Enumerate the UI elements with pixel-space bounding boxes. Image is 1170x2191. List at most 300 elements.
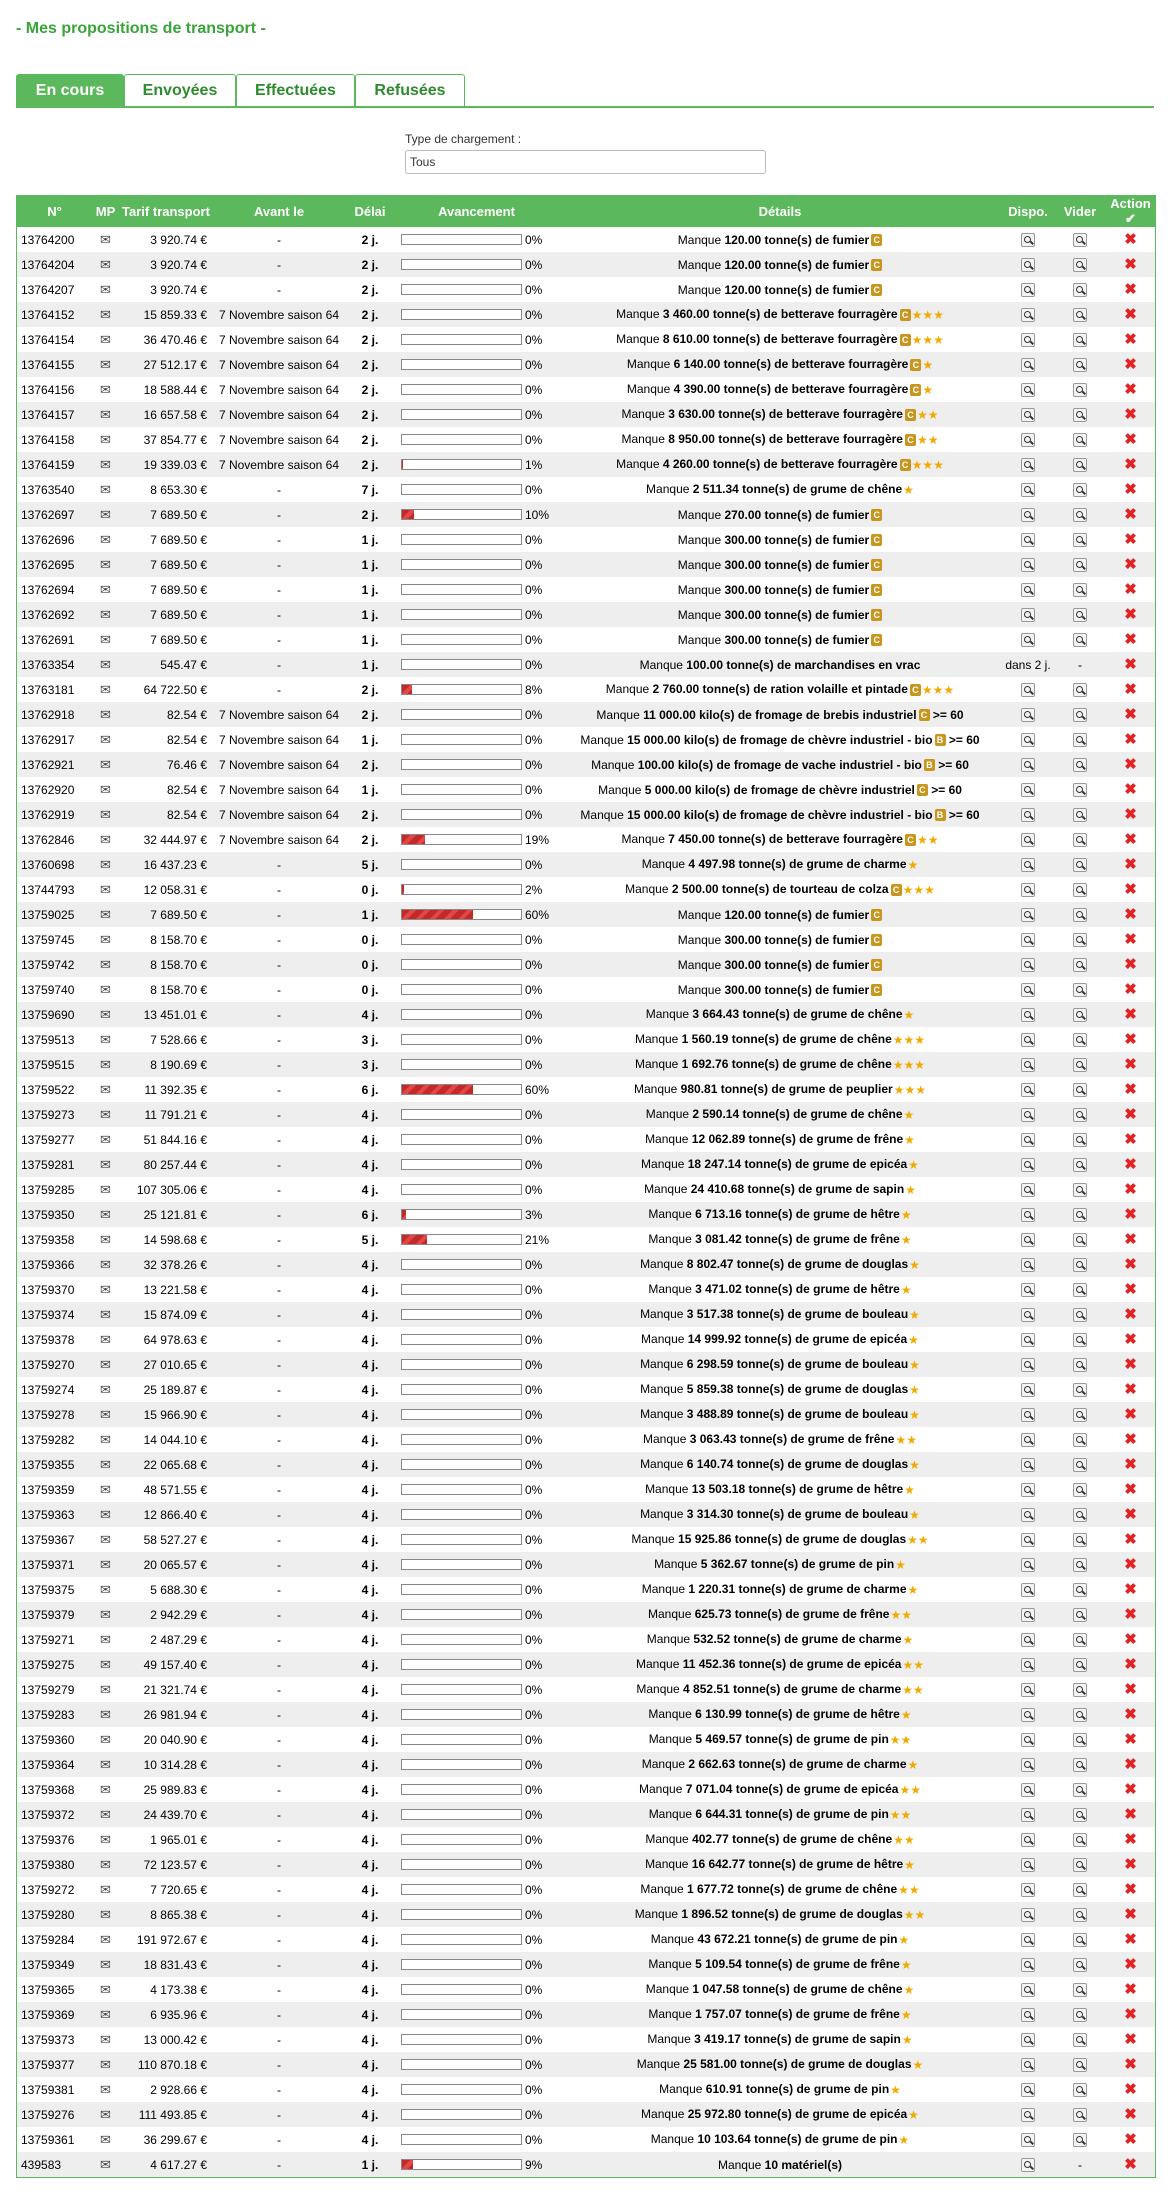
delete-icon[interactable]: ✖ (1124, 2080, 1137, 2098)
delete-icon[interactable]: ✖ (1124, 1655, 1137, 1673)
envelope-icon[interactable]: ✉ (100, 1581, 111, 1597)
vider-magnifier-icon[interactable] (1073, 308, 1087, 322)
vider-magnifier-icon[interactable] (1073, 233, 1087, 247)
dispo-magnifier-icon[interactable] (1021, 958, 1035, 972)
envelope-icon[interactable]: ✉ (100, 631, 111, 647)
vider-magnifier-icon[interactable] (1073, 1858, 1087, 1872)
vider-magnifier-icon[interactable] (1073, 1133, 1087, 1147)
delete-icon[interactable]: ✖ (1124, 780, 1137, 798)
dispo-magnifier-icon[interactable] (1021, 758, 1035, 772)
vider-magnifier-icon[interactable] (1073, 1033, 1087, 1047)
dispo-magnifier-icon[interactable] (1021, 1033, 1035, 1047)
delete-icon[interactable]: ✖ (1124, 2055, 1137, 2073)
delete-icon[interactable]: ✖ (1124, 2105, 1137, 2123)
vider-magnifier-icon[interactable] (1073, 1483, 1087, 1497)
vider-magnifier-icon[interactable] (1073, 1383, 1087, 1397)
header-avancement[interactable]: Avancement (395, 196, 558, 227)
vider-magnifier-icon[interactable] (1073, 1258, 1087, 1272)
envelope-icon[interactable]: ✉ (100, 1231, 111, 1247)
dispo-magnifier-icon[interactable] (1021, 508, 1035, 522)
delete-icon[interactable]: ✖ (1124, 1405, 1137, 1423)
delete-icon[interactable]: ✖ (1124, 2030, 1137, 2048)
vider-magnifier-icon[interactable] (1073, 1083, 1087, 1097)
dispo-magnifier-icon[interactable] (1021, 1708, 1035, 1722)
dispo-magnifier-icon[interactable] (1021, 1833, 1035, 1847)
delete-icon[interactable]: ✖ (1124, 1605, 1137, 1623)
delete-icon[interactable]: ✖ (1124, 1855, 1137, 1873)
vider-magnifier-icon[interactable] (1073, 1183, 1087, 1197)
loading-type-select[interactable]: Tous (405, 150, 766, 174)
delete-icon[interactable]: ✖ (1124, 255, 1137, 273)
envelope-icon[interactable]: ✉ (100, 556, 111, 572)
envelope-icon[interactable]: ✉ (100, 781, 111, 797)
delete-icon[interactable]: ✖ (1124, 1155, 1137, 1173)
envelope-icon[interactable]: ✉ (100, 681, 111, 697)
tab-effectuees[interactable]: Effectuées (236, 74, 355, 106)
dispo-magnifier-icon[interactable] (1021, 1883, 1035, 1897)
envelope-icon[interactable]: ✉ (100, 1706, 111, 1722)
envelope-icon[interactable]: ✉ (100, 1956, 111, 1972)
envelope-icon[interactable]: ✉ (100, 1531, 111, 1547)
dispo-magnifier-icon[interactable] (1021, 633, 1035, 647)
envelope-icon[interactable]: ✉ (100, 1631, 111, 1647)
vider-magnifier-icon[interactable] (1073, 1233, 1087, 1247)
vider-magnifier-icon[interactable] (1073, 1683, 1087, 1697)
vider-magnifier-icon[interactable] (1073, 2008, 1087, 2022)
delete-icon[interactable]: ✖ (1124, 955, 1137, 973)
delete-icon[interactable]: ✖ (1124, 1830, 1137, 1848)
vider-magnifier-icon[interactable] (1073, 1633, 1087, 1647)
envelope-icon[interactable]: ✉ (100, 906, 111, 922)
delete-icon[interactable]: ✖ (1124, 880, 1137, 898)
dispo-magnifier-icon[interactable] (1021, 783, 1035, 797)
delete-icon[interactable]: ✖ (1124, 355, 1137, 373)
dispo-magnifier-icon[interactable] (1021, 1383, 1035, 1397)
dispo-magnifier-icon[interactable] (1021, 733, 1035, 747)
vider-magnifier-icon[interactable] (1073, 458, 1087, 472)
envelope-icon[interactable]: ✉ (100, 1906, 111, 1922)
dispo-magnifier-icon[interactable] (1021, 1558, 1035, 1572)
vider-magnifier-icon[interactable] (1073, 908, 1087, 922)
envelope-icon[interactable]: ✉ (100, 506, 111, 522)
envelope-icon[interactable]: ✉ (100, 706, 111, 722)
vider-magnifier-icon[interactable] (1073, 1408, 1087, 1422)
dispo-magnifier-icon[interactable] (1021, 583, 1035, 597)
envelope-icon[interactable]: ✉ (100, 331, 111, 347)
vider-magnifier-icon[interactable] (1073, 2033, 1087, 2047)
envelope-icon[interactable]: ✉ (100, 956, 111, 972)
dispo-magnifier-icon[interactable] (1021, 358, 1035, 372)
dispo-magnifier-icon[interactable] (1021, 1233, 1035, 1247)
vider-magnifier-icon[interactable] (1073, 258, 1087, 272)
delete-icon[interactable]: ✖ (1124, 1530, 1137, 1548)
dispo-magnifier-icon[interactable] (1021, 458, 1035, 472)
delete-icon[interactable]: ✖ (1124, 1880, 1137, 1898)
delete-icon[interactable]: ✖ (1124, 705, 1137, 723)
vider-magnifier-icon[interactable] (1073, 808, 1087, 822)
vider-magnifier-icon[interactable] (1073, 733, 1087, 747)
delete-icon[interactable]: ✖ (1124, 1130, 1137, 1148)
envelope-icon[interactable]: ✉ (100, 981, 111, 997)
delete-icon[interactable]: ✖ (1124, 1805, 1137, 1823)
delete-icon[interactable]: ✖ (1124, 680, 1137, 698)
dispo-magnifier-icon[interactable] (1021, 1658, 1035, 1672)
vider-magnifier-icon[interactable] (1073, 1433, 1087, 1447)
dispo-magnifier-icon[interactable] (1021, 1533, 1035, 1547)
vider-magnifier-icon[interactable] (1073, 583, 1087, 597)
tab-en-cours[interactable]: En cours (16, 74, 124, 106)
vider-magnifier-icon[interactable] (1073, 1158, 1087, 1172)
dispo-magnifier-icon[interactable] (1021, 2108, 1035, 2122)
envelope-icon[interactable]: ✉ (100, 1481, 111, 1497)
envelope-icon[interactable]: ✉ (100, 256, 111, 272)
delete-icon[interactable]: ✖ (1124, 830, 1137, 848)
dispo-magnifier-icon[interactable] (1021, 408, 1035, 422)
delete-icon[interactable]: ✖ (1124, 980, 1137, 998)
delete-icon[interactable]: ✖ (1124, 455, 1137, 473)
dispo-magnifier-icon[interactable] (1021, 2033, 1035, 2047)
envelope-icon[interactable]: ✉ (100, 456, 111, 472)
header-tarif[interactable]: Tarif transport (119, 196, 213, 227)
delete-icon[interactable]: ✖ (1124, 330, 1137, 348)
envelope-icon[interactable]: ✉ (100, 806, 111, 822)
delete-icon[interactable]: ✖ (1124, 2005, 1137, 2023)
delete-icon[interactable]: ✖ (1124, 1355, 1137, 1373)
vider-magnifier-icon[interactable] (1073, 408, 1087, 422)
vider-magnifier-icon[interactable] (1073, 933, 1087, 947)
header-action[interactable]: Action ✔ (1106, 196, 1155, 227)
dispo-magnifier-icon[interactable] (1021, 983, 1035, 997)
delete-icon[interactable]: ✖ (1124, 1580, 1137, 1598)
dispo-magnifier-icon[interactable] (1021, 2008, 1035, 2022)
delete-icon[interactable]: ✖ (1124, 305, 1137, 323)
vider-magnifier-icon[interactable] (1073, 1833, 1087, 1847)
vider-magnifier-icon[interactable] (1073, 1358, 1087, 1372)
delete-icon[interactable]: ✖ (1124, 530, 1137, 548)
vider-magnifier-icon[interactable] (1073, 2083, 1087, 2097)
delete-icon[interactable]: ✖ (1124, 580, 1137, 598)
dispo-magnifier-icon[interactable] (1021, 858, 1035, 872)
delete-icon[interactable]: ✖ (1124, 930, 1137, 948)
envelope-icon[interactable]: ✉ (100, 1681, 111, 1697)
vider-magnifier-icon[interactable] (1073, 633, 1087, 647)
envelope-icon[interactable]: ✉ (100, 531, 111, 547)
dispo-magnifier-icon[interactable] (1021, 933, 1035, 947)
dispo-magnifier-icon[interactable] (1021, 1133, 1035, 1147)
delete-icon[interactable]: ✖ (1124, 855, 1137, 873)
vider-magnifier-icon[interactable] (1073, 833, 1087, 847)
vider-magnifier-icon[interactable] (1073, 383, 1087, 397)
envelope-icon[interactable]: ✉ (100, 281, 111, 297)
dispo-magnifier-icon[interactable] (1021, 1958, 1035, 1972)
dispo-magnifier-icon[interactable] (1021, 833, 1035, 847)
vider-magnifier-icon[interactable] (1073, 1758, 1087, 1772)
delete-icon[interactable]: ✖ (1124, 1480, 1137, 1498)
envelope-icon[interactable]: ✉ (100, 1031, 111, 1047)
envelope-icon[interactable]: ✉ (100, 1256, 111, 1272)
envelope-icon[interactable]: ✉ (100, 731, 111, 747)
delete-icon[interactable]: ✖ (1124, 1255, 1137, 1273)
envelope-icon[interactable]: ✉ (100, 1431, 111, 1447)
vider-magnifier-icon[interactable] (1073, 783, 1087, 797)
envelope-icon[interactable]: ✉ (100, 1856, 111, 1872)
delete-icon[interactable]: ✖ (1124, 905, 1137, 923)
vider-magnifier-icon[interactable] (1073, 958, 1087, 972)
delete-icon[interactable]: ✖ (1124, 1180, 1137, 1198)
envelope-icon[interactable]: ✉ (100, 931, 111, 947)
vider-magnifier-icon[interactable] (1073, 1708, 1087, 1722)
vider-magnifier-icon[interactable] (1073, 2058, 1087, 2072)
vider-magnifier-icon[interactable] (1073, 1558, 1087, 1572)
delete-icon[interactable]: ✖ (1124, 2155, 1137, 2173)
envelope-icon[interactable]: ✉ (100, 1831, 111, 1847)
delete-icon[interactable]: ✖ (1124, 1305, 1137, 1323)
delete-icon[interactable]: ✖ (1124, 1980, 1137, 1998)
envelope-icon[interactable]: ✉ (100, 2031, 111, 2047)
delete-icon[interactable]: ✖ (1124, 555, 1137, 573)
vider-magnifier-icon[interactable] (1073, 758, 1087, 772)
vider-magnifier-icon[interactable] (1073, 708, 1087, 722)
envelope-icon[interactable]: ✉ (100, 231, 111, 247)
dispo-magnifier-icon[interactable] (1021, 1408, 1035, 1422)
envelope-icon[interactable]: ✉ (100, 1081, 111, 1097)
envelope-icon[interactable]: ✉ (100, 431, 111, 447)
delete-icon[interactable]: ✖ (1124, 730, 1137, 748)
envelope-icon[interactable]: ✉ (100, 2156, 111, 2172)
envelope-icon[interactable]: ✉ (100, 2081, 111, 2097)
vider-magnifier-icon[interactable] (1073, 1583, 1087, 1597)
header-num[interactable]: N° (17, 196, 92, 227)
dispo-magnifier-icon[interactable] (1021, 1983, 1035, 1997)
vider-magnifier-icon[interactable] (1073, 1608, 1087, 1622)
dispo-magnifier-icon[interactable] (1021, 1008, 1035, 1022)
header-avant[interactable]: Avant le (213, 196, 345, 227)
vider-magnifier-icon[interactable] (1073, 333, 1087, 347)
envelope-icon[interactable]: ✉ (100, 1881, 111, 1897)
dispo-magnifier-icon[interactable] (1021, 1508, 1035, 1522)
envelope-icon[interactable]: ✉ (100, 1556, 111, 1572)
delete-icon[interactable]: ✖ (1124, 505, 1137, 523)
dispo-magnifier-icon[interactable] (1021, 1583, 1035, 1597)
dispo-magnifier-icon[interactable] (1021, 1283, 1035, 1297)
vider-magnifier-icon[interactable] (1073, 683, 1087, 697)
envelope-icon[interactable]: ✉ (100, 1931, 111, 1947)
dispo-magnifier-icon[interactable] (1021, 383, 1035, 397)
dispo-magnifier-icon[interactable] (1021, 2083, 1035, 2097)
envelope-icon[interactable]: ✉ (100, 1606, 111, 1622)
delete-icon[interactable]: ✖ (1124, 755, 1137, 773)
envelope-icon[interactable]: ✉ (100, 381, 111, 397)
dispo-magnifier-icon[interactable] (1021, 1158, 1035, 1172)
envelope-icon[interactable]: ✉ (100, 1381, 111, 1397)
delete-icon[interactable]: ✖ (1124, 230, 1137, 248)
delete-icon[interactable]: ✖ (1124, 1230, 1137, 1248)
dispo-magnifier-icon[interactable] (1021, 883, 1035, 897)
vider-magnifier-icon[interactable] (1073, 483, 1087, 497)
delete-icon[interactable]: ✖ (1124, 1780, 1137, 1798)
vider-magnifier-icon[interactable] (1073, 1933, 1087, 1947)
dispo-magnifier-icon[interactable] (1021, 1083, 1035, 1097)
dispo-magnifier-icon[interactable] (1021, 1108, 1035, 1122)
envelope-icon[interactable]: ✉ (100, 1506, 111, 1522)
delete-icon[interactable]: ✖ (1124, 655, 1137, 673)
delete-icon[interactable]: ✖ (1124, 1005, 1137, 1023)
vider-magnifier-icon[interactable] (1073, 1058, 1087, 1072)
envelope-icon[interactable]: ✉ (100, 1106, 111, 1122)
envelope-icon[interactable]: ✉ (100, 1306, 111, 1322)
dispo-magnifier-icon[interactable] (1021, 1333, 1035, 1347)
delete-icon[interactable]: ✖ (1124, 1105, 1137, 1123)
envelope-icon[interactable]: ✉ (100, 881, 111, 897)
dispo-magnifier-icon[interactable] (1021, 608, 1035, 622)
vider-magnifier-icon[interactable] (1073, 1883, 1087, 1897)
envelope-icon[interactable]: ✉ (100, 406, 111, 422)
dispo-magnifier-icon[interactable] (1021, 1783, 1035, 1797)
envelope-icon[interactable]: ✉ (100, 1756, 111, 1772)
envelope-icon[interactable]: ✉ (100, 1281, 111, 1297)
dispo-magnifier-icon[interactable] (1021, 1433, 1035, 1447)
envelope-icon[interactable]: ✉ (100, 1181, 111, 1197)
dispo-magnifier-icon[interactable] (1021, 258, 1035, 272)
envelope-icon[interactable]: ✉ (100, 1456, 111, 1472)
envelope-icon[interactable]: ✉ (100, 1806, 111, 1822)
delete-icon[interactable]: ✖ (1124, 1280, 1137, 1298)
delete-icon[interactable]: ✖ (1124, 1555, 1137, 1573)
envelope-icon[interactable]: ✉ (100, 1206, 111, 1222)
delete-icon[interactable]: ✖ (1124, 630, 1137, 648)
vider-magnifier-icon[interactable] (1073, 1308, 1087, 1322)
delete-icon[interactable]: ✖ (1124, 1930, 1137, 1948)
delete-icon[interactable]: ✖ (1124, 1505, 1137, 1523)
envelope-icon[interactable]: ✉ (100, 1056, 111, 1072)
envelope-icon[interactable]: ✉ (100, 1981, 111, 1997)
envelope-icon[interactable]: ✉ (100, 1406, 111, 1422)
dispo-magnifier-icon[interactable] (1021, 1633, 1035, 1647)
dispo-magnifier-icon[interactable] (1021, 533, 1035, 547)
vider-magnifier-icon[interactable] (1073, 283, 1087, 297)
vider-magnifier-icon[interactable] (1073, 1333, 1087, 1347)
dispo-magnifier-icon[interactable] (1021, 1483, 1035, 1497)
envelope-icon[interactable]: ✉ (100, 1656, 111, 1672)
vider-magnifier-icon[interactable] (1073, 1458, 1087, 1472)
dispo-magnifier-icon[interactable] (1021, 2158, 1035, 2172)
vider-magnifier-icon[interactable] (1073, 1208, 1087, 1222)
delete-icon[interactable]: ✖ (1124, 1755, 1137, 1773)
envelope-icon[interactable]: ✉ (100, 831, 111, 847)
dispo-magnifier-icon[interactable] (1021, 808, 1035, 822)
vider-magnifier-icon[interactable] (1073, 2108, 1087, 2122)
dispo-magnifier-icon[interactable] (1021, 308, 1035, 322)
delete-icon[interactable]: ✖ (1124, 1380, 1137, 1398)
envelope-icon[interactable]: ✉ (100, 1006, 111, 1022)
envelope-icon[interactable]: ✉ (100, 356, 111, 372)
vider-magnifier-icon[interactable] (1073, 533, 1087, 547)
delete-icon[interactable]: ✖ (1124, 1055, 1137, 1073)
vider-magnifier-icon[interactable] (1073, 883, 1087, 897)
delete-icon[interactable]: ✖ (1124, 1955, 1137, 1973)
envelope-icon[interactable]: ✉ (100, 581, 111, 597)
header-delai[interactable]: Délai (345, 196, 395, 227)
vider-magnifier-icon[interactable] (1073, 508, 1087, 522)
envelope-icon[interactable]: ✉ (100, 756, 111, 772)
delete-icon[interactable]: ✖ (1124, 405, 1137, 423)
envelope-icon[interactable]: ✉ (100, 1131, 111, 1147)
vider-magnifier-icon[interactable] (1073, 1983, 1087, 1997)
dispo-magnifier-icon[interactable] (1021, 708, 1035, 722)
envelope-icon[interactable]: ✉ (100, 1156, 111, 1172)
delete-icon[interactable]: ✖ (1124, 430, 1137, 448)
vider-magnifier-icon[interactable] (1073, 558, 1087, 572)
vider-magnifier-icon[interactable] (1073, 1508, 1087, 1522)
vider-magnifier-icon[interactable] (1073, 1533, 1087, 1547)
dispo-magnifier-icon[interactable] (1021, 2133, 1035, 2147)
envelope-icon[interactable]: ✉ (100, 606, 111, 622)
vider-magnifier-icon[interactable] (1073, 2133, 1087, 2147)
dispo-magnifier-icon[interactable] (1021, 483, 1035, 497)
delete-icon[interactable]: ✖ (1124, 1030, 1137, 1048)
delete-icon[interactable]: ✖ (1124, 2130, 1137, 2148)
dispo-magnifier-icon[interactable] (1021, 1183, 1035, 1197)
tab-envoyees[interactable]: Envoyées (124, 74, 236, 106)
dispo-magnifier-icon[interactable] (1021, 433, 1035, 447)
delete-icon[interactable]: ✖ (1124, 380, 1137, 398)
dispo-magnifier-icon[interactable] (1021, 2058, 1035, 2072)
dispo-magnifier-icon[interactable] (1021, 1858, 1035, 1872)
vider-magnifier-icon[interactable] (1073, 1008, 1087, 1022)
delete-icon[interactable]: ✖ (1124, 1080, 1137, 1098)
dispo-magnifier-icon[interactable] (1021, 1733, 1035, 1747)
vider-magnifier-icon[interactable] (1073, 1733, 1087, 1747)
envelope-icon[interactable]: ✉ (100, 1356, 111, 1372)
delete-icon[interactable]: ✖ (1124, 1730, 1137, 1748)
envelope-icon[interactable]: ✉ (100, 1331, 111, 1347)
vider-magnifier-icon[interactable] (1073, 858, 1087, 872)
delete-icon[interactable]: ✖ (1124, 1705, 1137, 1723)
vider-magnifier-icon[interactable] (1073, 1108, 1087, 1122)
dispo-magnifier-icon[interactable] (1021, 1208, 1035, 1222)
dispo-magnifier-icon[interactable] (1021, 908, 1035, 922)
dispo-magnifier-icon[interactable] (1021, 683, 1035, 697)
vider-magnifier-icon[interactable] (1073, 983, 1087, 997)
delete-icon[interactable]: ✖ (1124, 605, 1137, 623)
envelope-icon[interactable]: ✉ (100, 2056, 111, 2072)
delete-icon[interactable]: ✖ (1124, 1205, 1137, 1223)
dispo-magnifier-icon[interactable] (1021, 1808, 1035, 1822)
dispo-magnifier-icon[interactable] (1021, 1458, 1035, 1472)
vider-magnifier-icon[interactable] (1073, 1908, 1087, 1922)
dispo-magnifier-icon[interactable] (1021, 1758, 1035, 1772)
envelope-icon[interactable]: ✉ (100, 1731, 111, 1747)
delete-icon[interactable]: ✖ (1124, 1455, 1137, 1473)
tab-refusees[interactable]: Refusées (355, 74, 465, 106)
dispo-magnifier-icon[interactable] (1021, 1933, 1035, 1947)
delete-icon[interactable]: ✖ (1124, 1630, 1137, 1648)
dispo-magnifier-icon[interactable] (1021, 1608, 1035, 1622)
envelope-icon[interactable]: ✉ (100, 306, 111, 322)
vider-magnifier-icon[interactable] (1073, 1658, 1087, 1672)
delete-icon[interactable]: ✖ (1124, 480, 1137, 498)
vider-magnifier-icon[interactable] (1073, 433, 1087, 447)
dispo-magnifier-icon[interactable] (1021, 1308, 1035, 1322)
dispo-magnifier-icon[interactable] (1021, 1683, 1035, 1697)
dispo-magnifier-icon[interactable] (1021, 1358, 1035, 1372)
envelope-icon[interactable]: ✉ (100, 2006, 111, 2022)
delete-icon[interactable]: ✖ (1124, 1680, 1137, 1698)
vider-magnifier-icon[interactable] (1073, 1808, 1087, 1822)
dispo-magnifier-icon[interactable] (1021, 283, 1035, 297)
envelope-icon[interactable]: ✉ (100, 656, 111, 672)
envelope-icon[interactable]: ✉ (100, 2131, 111, 2147)
